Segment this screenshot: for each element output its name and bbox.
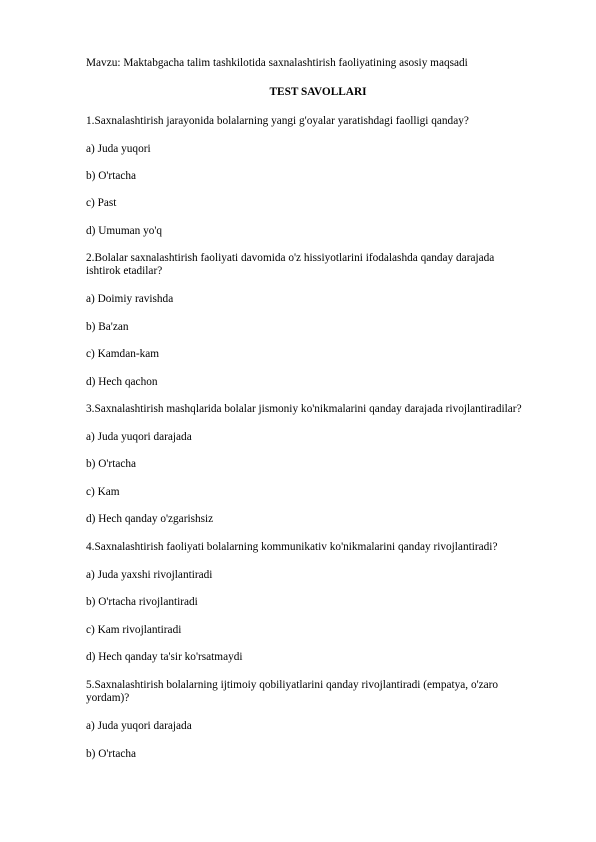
document-heading: TEST SAVOLLARI	[269, 86, 367, 98]
question-2-option-d: d) Hech qachon	[86, 376, 158, 388]
question-4-option-a: a) Juda yaxshi rivojlantiradi	[86, 569, 213, 581]
topic-line: Mavzu: Maktabgacha talim tashkilotida saxnalashtirish faoliyatining asosiy maqsadi	[86, 57, 468, 69]
question-1-option-c: c) Past	[86, 197, 117, 209]
question-5-option-a: a) Juda yuqori darajada	[86, 720, 192, 732]
question-3-option-c: c) Kam	[86, 486, 120, 498]
question-3-option-b: b) O'rtacha	[86, 458, 137, 470]
question-1-option-a: a) Juda yuqori	[86, 143, 151, 155]
question-1-text: 1.Saxnalashtirish jarayonida bolalarning yangi g'oyalar yaratishdagi faolligi qanday?	[86, 115, 469, 127]
question-4-option-b: b) O'rtacha rivojlantiradi	[86, 596, 198, 608]
question-1-option-d: d) Umuman yo'q	[86, 225, 163, 237]
question-2-text: 2.Bolalar saxnalashtirish faoliyati davomida o'z hissiyotlarini ifodalashda qanday darajada ishtirok etadilar?	[86, 252, 495, 277]
question-4-text: 4.Saxnalashtirish faoliyati bolalarning kommunikativ ko'nikmalarini qanday rivojlantiradi?	[86, 541, 498, 553]
question-2-option-c: c) Kamdan-kam	[86, 348, 160, 360]
question-1-option-b: b) O'rtacha	[86, 170, 137, 182]
question-3-text: 3.Saxnalashtirish mashqlarida bolalar jismoniy ko'nikmalarini qanday darajada rivojlantiradilar?	[86, 403, 522, 415]
question-5-text: 5.Saxnalashtirish bolalarning ijtimoiy qobiliyatlarini qanday rivojlantiradi (empatya, o'zaro yordam)?	[86, 679, 499, 704]
question-3-option-d: d) Hech qanday o'zgarishsiz	[86, 513, 214, 525]
question-5-option-b: b) O'rtacha	[86, 748, 137, 760]
question-4-option-c: c) Kam rivojlantiradi	[86, 624, 182, 636]
question-4-option-d: d) Hech qanday ta'sir ko'rsatmaydi	[86, 651, 243, 663]
question-2-option-b: b) Ba'zan	[86, 321, 129, 333]
question-2-option-a: a) Doimiy ravishda	[86, 293, 174, 305]
question-3-option-a: a) Juda yuqori darajada	[86, 431, 192, 443]
